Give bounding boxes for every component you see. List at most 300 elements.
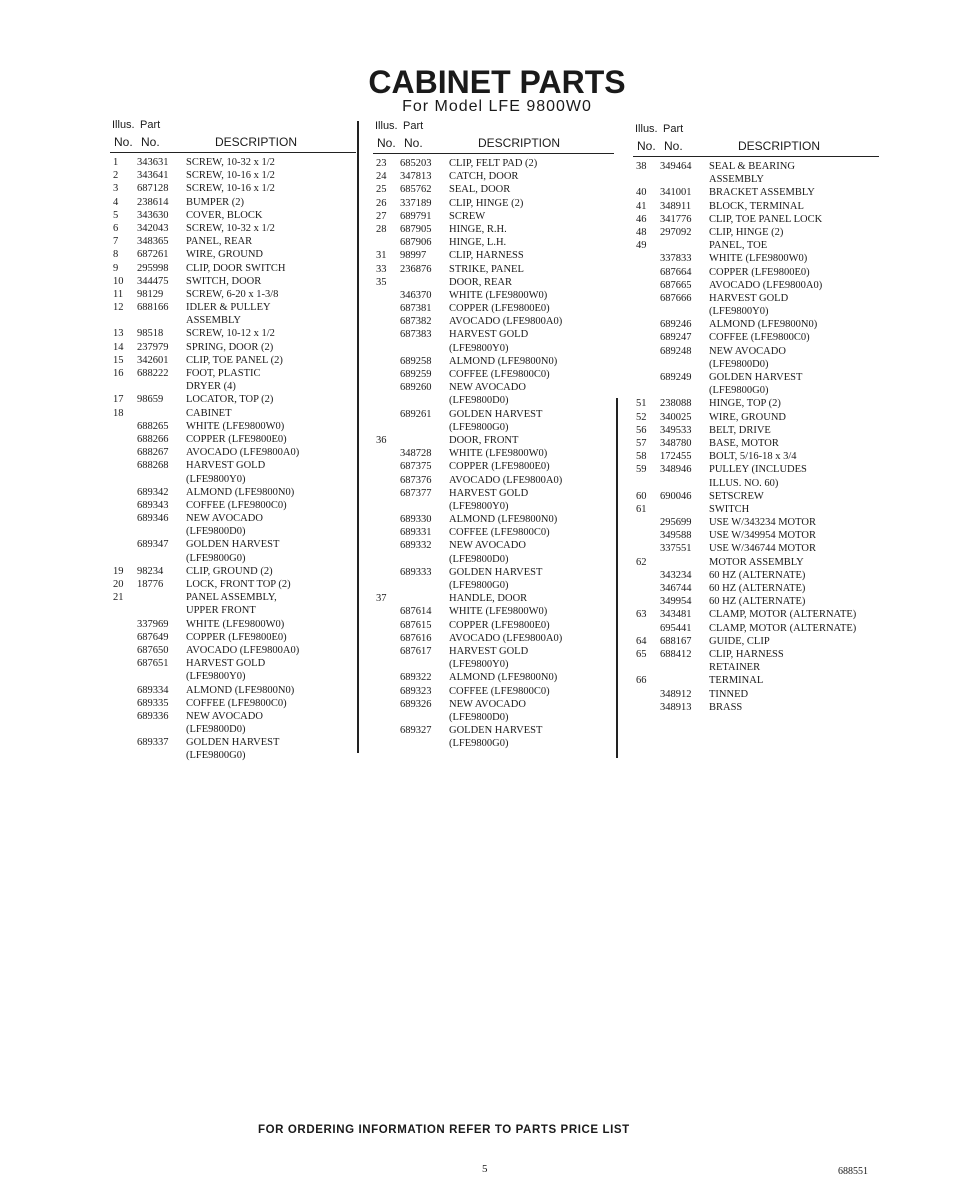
description: SEAL, DOOR (449, 184, 511, 196)
description: CLIP, TOE PANEL (2) (186, 354, 283, 366)
description: GOLDEN HARVEST (449, 725, 543, 737)
description: SWITCH (709, 503, 750, 515)
table-row (633, 542, 879, 555)
description: (LFE9800G0) (709, 385, 769, 397)
illus-number: 18 (113, 407, 124, 419)
table-row (633, 279, 879, 292)
table-row (633, 516, 879, 529)
table-row (633, 358, 879, 371)
part-number: 341001 (660, 187, 692, 199)
illus-number: 5 (113, 209, 119, 221)
description: HARVEST GOLD (449, 329, 529, 341)
table-row (110, 196, 356, 209)
description: ASSEMBLY (709, 174, 764, 186)
description: HARVEST GOLD (186, 658, 266, 670)
table-row (110, 446, 356, 459)
description: (LFE9800G0) (449, 580, 509, 591)
table-row (110, 433, 356, 446)
illus-number: 38 (636, 161, 647, 172)
part-number: 687261 (137, 249, 169, 261)
table-row (373, 355, 614, 368)
table-row (633, 608, 879, 621)
header-row-top (633, 123, 879, 139)
illus-number: 51 (636, 398, 647, 410)
part-number: 343630 (137, 209, 169, 221)
description: SEAL & BEARING (709, 161, 795, 172)
table-row (633, 411, 879, 424)
description: SPRING, DOOR (2) (186, 341, 274, 353)
description: MOTOR ASSEMBLY (709, 556, 804, 568)
part-number: 687906 (400, 237, 432, 249)
parts-column-1 (110, 119, 356, 763)
description: SWITCH, DOOR (186, 275, 262, 287)
illus-no-header: No. (377, 136, 396, 150)
table-row (110, 420, 356, 433)
table-row (373, 368, 614, 381)
table-row (110, 499, 356, 512)
table-row (110, 275, 356, 288)
description: NEW AVOCADO (709, 345, 786, 357)
table-row (633, 701, 879, 714)
illus-number: 56 (636, 424, 647, 436)
part-number: 348911 (660, 200, 692, 212)
description: BRASS (709, 701, 743, 713)
table-row (373, 276, 614, 289)
description: (LFE9800D0) (186, 526, 246, 538)
table-row (110, 262, 356, 275)
description: COFFEE (LFE9800C0) (186, 697, 287, 709)
description: COFFEE (LFE9800C0) (449, 369, 550, 380)
parts-column-3 (633, 123, 879, 714)
table-row (110, 591, 356, 604)
table-row (373, 236, 614, 249)
table-row (110, 156, 356, 169)
part-number: 689259 (400, 369, 432, 380)
part-number: 687376 (400, 474, 432, 486)
part-number: 687128 (137, 183, 169, 195)
table-row (373, 711, 614, 724)
part-number: 687905 (400, 223, 432, 235)
table-row (110, 314, 356, 327)
part-number: 687375 (400, 461, 432, 473)
description: BLOCK, TERMINAL (709, 200, 804, 212)
table-row (110, 248, 356, 261)
table-row (110, 512, 356, 525)
illus-number: 35 (376, 276, 387, 288)
illus-number: 66 (636, 675, 647, 687)
illus-number: 10 (113, 275, 124, 287)
description: (LFE9800D0) (449, 711, 509, 723)
illus-number: 7 (113, 236, 119, 248)
description: UPPER FRONT (186, 605, 256, 617)
description: (LFE9800Y0) (186, 473, 246, 485)
description: BASE, MOTOR (709, 437, 779, 449)
part-number: 98659 (137, 394, 164, 406)
table-row (373, 302, 614, 315)
parts-column-2 (373, 120, 614, 750)
part-number: 343234 (660, 569, 692, 581)
part-number: 337551 (660, 543, 692, 555)
part-header: Part (663, 123, 684, 135)
illus-number: 1 (113, 157, 119, 168)
table-row (373, 381, 614, 394)
part-number: 236876 (400, 263, 432, 275)
table-row (373, 249, 614, 262)
description: NEW AVOCADO (186, 513, 263, 525)
part-number: 689327 (400, 725, 432, 737)
description: DRYER (4) (186, 381, 236, 393)
description: CLIP, GROUND (2) (186, 565, 273, 577)
description: TERMINAL (709, 675, 764, 687)
description: HANDLE, DOOR (449, 593, 528, 605)
part-number: 98997 (400, 250, 427, 262)
table-row (633, 490, 879, 503)
header-row (373, 136, 614, 154)
illus-number: 9 (113, 262, 119, 274)
table-row (633, 437, 879, 450)
part-number: 690046 (660, 490, 692, 502)
table-row (633, 252, 879, 265)
part-number: 348912 (660, 688, 692, 700)
table-row (633, 213, 879, 226)
header-row-top (110, 119, 356, 135)
part-number: 337969 (137, 618, 169, 630)
part-number: 689249 (660, 372, 692, 383)
part-number: 348946 (660, 464, 692, 476)
table-row (110, 710, 356, 723)
table-row (373, 447, 614, 460)
description: COPPER (LFE9800E0) (186, 433, 287, 445)
description: WIRE, GROUND (186, 249, 263, 261)
description: HINGE, L.H. (449, 237, 507, 249)
table-row (373, 632, 614, 645)
part-number: 238614 (137, 196, 169, 208)
description: PANEL ASSEMBLY, (186, 592, 277, 604)
illus-number: 11 (113, 288, 124, 300)
table-row (110, 222, 356, 235)
table-row (373, 619, 614, 632)
description: DOOR, FRONT (449, 434, 519, 446)
description: COPPER (LFE9800E0) (709, 266, 810, 278)
description: (LFE9800Y0) (709, 306, 769, 318)
table-row (373, 183, 614, 196)
table-row (110, 182, 356, 195)
table-row (633, 556, 879, 569)
illus-number: 59 (636, 464, 647, 476)
table-row (373, 474, 614, 487)
part-header: Part (140, 119, 161, 131)
table-row (110, 565, 356, 578)
illus-number: 21 (113, 592, 124, 604)
description: SCREW, 6-20 x 1-3/8 (186, 288, 279, 300)
description: PANEL, TOE (709, 240, 768, 252)
illus-number: 65 (636, 648, 647, 660)
illus-number: 16 (113, 368, 124, 379)
description: ALMOND (LFE9800N0) (449, 672, 558, 684)
description: WHITE (LFE9800W0) (186, 420, 285, 432)
table-row (373, 685, 614, 698)
table-row (373, 197, 614, 210)
part-number: 238088 (660, 398, 692, 410)
illus-number: 25 (376, 184, 387, 196)
part-number: 344475 (137, 275, 169, 287)
part-number: 341776 (660, 213, 692, 225)
illus-number: 28 (376, 223, 387, 235)
description: (LFE9800G0) (449, 421, 509, 433)
description: BUMPER (2) (186, 196, 245, 208)
description: FOOT, PLASTIC (186, 368, 261, 379)
part-number: 687649 (137, 631, 169, 643)
part-number: 237979 (137, 341, 169, 353)
description: HARVEST GOLD (449, 645, 529, 657)
description: USE W/343234 MOTOR (709, 517, 816, 529)
description: (LFE9800D0) (449, 395, 509, 407)
description: 60 HZ (ALTERNATE) (709, 583, 806, 594)
illus-number: 2 (113, 170, 119, 182)
table-row (633, 622, 879, 635)
part-number: 689258 (400, 355, 432, 367)
illus-number: 52 (636, 411, 647, 423)
header-row (110, 135, 356, 153)
description: BELT, DRIVE (709, 424, 771, 436)
description-header: DESCRIPTION (738, 139, 821, 153)
description: GOLDEN HARVEST (449, 408, 543, 420)
table-row (110, 631, 356, 644)
description: ALMOND (LFE9800N0) (449, 355, 558, 367)
table-row (373, 579, 614, 592)
table-row (373, 553, 614, 566)
illus-number: 60 (636, 490, 647, 502)
description: SCREW, 10-16 x 1/2 (186, 170, 275, 182)
table-row (110, 578, 356, 591)
table-row (373, 500, 614, 513)
illus-number: 41 (636, 200, 647, 212)
illus-number: 58 (636, 451, 647, 463)
table-row (110, 697, 356, 710)
table-row (633, 477, 879, 490)
table-row (110, 723, 356, 736)
table-row (110, 235, 356, 248)
description: BOLT, 5/16-18 x 3/4 (709, 451, 797, 463)
table-row (633, 463, 879, 476)
description: ALMOND (LFE9800N0) (449, 514, 558, 526)
table-row (633, 397, 879, 410)
illus-no-header: No. (114, 135, 133, 149)
page-number: 5 (482, 1163, 488, 1175)
description: (LFE9800Y0) (449, 500, 509, 512)
part-number: 346744 (660, 583, 692, 594)
part-number: 349588 (660, 530, 692, 542)
part-no-header: No. (404, 136, 423, 150)
table-row (373, 671, 614, 684)
illus-number: 57 (636, 437, 647, 449)
part-number: 689260 (400, 382, 432, 394)
description: COFFEE (LFE9800C0) (709, 332, 810, 344)
table-row (633, 424, 879, 437)
table-row (633, 674, 879, 687)
description: CLIP, HARNESS (709, 648, 784, 660)
table-row (633, 160, 879, 173)
illus-number: 64 (636, 635, 647, 647)
part-number: 689323 (400, 685, 432, 697)
description: (LFE9800G0) (186, 750, 246, 762)
description: HARVEST GOLD (186, 460, 266, 472)
table-row (633, 648, 879, 661)
column-divider (616, 398, 618, 758)
part-number: 98234 (137, 565, 164, 577)
table-row (373, 223, 614, 236)
table-row (110, 604, 356, 617)
description: (LFE9800G0) (186, 552, 246, 564)
description: COFFEE (LFE9800C0) (449, 685, 550, 697)
table-row (373, 592, 614, 605)
table-row (373, 263, 614, 276)
part-number: 689335 (137, 697, 169, 709)
description: CLIP, HINGE (2) (449, 197, 524, 209)
part-number: 98518 (137, 328, 164, 340)
part-number: 687616 (400, 632, 432, 644)
part-number: 689246 (660, 319, 692, 331)
description: CLIP, FELT PAD (2) (449, 158, 538, 169)
part-number: 685762 (400, 184, 432, 196)
description: HINGE, R.H. (449, 223, 507, 235)
description: SETSCREW (709, 490, 764, 502)
part-number: 688268 (137, 460, 169, 472)
part-number: 689332 (400, 540, 432, 552)
table-row (110, 657, 356, 670)
illus-number: 49 (636, 240, 647, 252)
description: WHITE (LFE9800W0) (449, 289, 548, 301)
table-row (110, 393, 356, 406)
part-number: 689331 (400, 527, 432, 539)
description: WHITE (LFE9800W0) (186, 618, 285, 630)
table-row (373, 698, 614, 711)
illus-header: Illus. (375, 120, 398, 132)
part-number: 688222 (137, 368, 169, 379)
description-header: DESCRIPTION (215, 135, 298, 149)
part-number: 348780 (660, 437, 692, 449)
table-row (373, 737, 614, 750)
table-row (373, 724, 614, 737)
parts-list (110, 156, 356, 763)
table-row (373, 328, 614, 341)
part-number: 687650 (137, 644, 169, 656)
parts-list (633, 160, 879, 714)
part-number: 172455 (660, 451, 692, 463)
description: ALMOND (LFE9800N0) (186, 684, 295, 696)
illus-number: 61 (636, 503, 647, 515)
table-row (373, 157, 614, 170)
table-row (373, 566, 614, 579)
table-row (633, 318, 879, 331)
table-row (373, 170, 614, 183)
table-row (110, 407, 356, 420)
description: PANEL, REAR (186, 236, 253, 248)
table-row (373, 645, 614, 658)
table-row (633, 450, 879, 463)
table-row (633, 688, 879, 701)
part-number: 689247 (660, 332, 692, 344)
part-header: Part (403, 120, 424, 132)
description: CLAMP, MOTOR (ALTERNATE) (709, 609, 857, 621)
part-number: 688167 (660, 635, 692, 647)
table-row (373, 658, 614, 671)
illus-number: 48 (636, 226, 647, 238)
description: ILLUS. NO. 60) (709, 477, 779, 489)
part-number: 348365 (137, 236, 169, 248)
description-header: DESCRIPTION (478, 136, 561, 150)
part-number: 689343 (137, 499, 169, 511)
description: NEW AVOCADO (449, 540, 526, 552)
header-row-top (373, 120, 614, 136)
page-subtitle: For Model LFE 9800W0 (402, 98, 592, 115)
description: HARVEST GOLD (709, 292, 789, 304)
table-row (373, 342, 614, 355)
part-number: 689248 (660, 345, 692, 357)
part-number: 689347 (137, 539, 169, 551)
part-number: 342601 (137, 354, 169, 366)
table-row (373, 539, 614, 552)
table-row (633, 173, 879, 186)
table-row (110, 525, 356, 538)
part-number: 689333 (400, 566, 432, 578)
table-row (633, 595, 879, 608)
table-row (373, 408, 614, 421)
description: GUIDE, CLIP (709, 635, 770, 647)
table-row (373, 421, 614, 434)
table-row (633, 292, 879, 305)
page-title: CABINET PARTS (368, 64, 626, 100)
illus-header: Illus. (112, 119, 135, 131)
description: WHITE (LFE9800W0) (709, 253, 808, 265)
description: (LFE9800D0) (709, 358, 769, 370)
part-number: 348728 (400, 448, 432, 460)
description: HARVEST GOLD (449, 487, 529, 499)
table-row (373, 487, 614, 500)
description: NEW AVOCADO (186, 710, 263, 722)
part-number: 688166 (137, 302, 169, 314)
table-row (633, 529, 879, 542)
description: NEW AVOCADO (449, 698, 526, 710)
table-row (110, 380, 356, 393)
description: BRACKET ASSEMBLY (709, 187, 815, 199)
description: IDLER & PULLEY (186, 302, 271, 314)
illus-number: 37 (376, 593, 387, 605)
illus-no-header: No. (637, 139, 656, 153)
description: COFFEE (LFE9800C0) (186, 499, 287, 511)
part-number: 687666 (660, 292, 692, 304)
table-row (110, 552, 356, 565)
table-row (633, 569, 879, 582)
description: CABINET (186, 407, 232, 419)
description: 60 HZ (ALTERNATE) (709, 596, 806, 608)
table-row (633, 305, 879, 318)
description: (LFE9800Y0) (449, 342, 509, 354)
description: COPPER (LFE9800E0) (449, 303, 550, 315)
description: COPPER (LFE9800E0) (449, 461, 550, 473)
table-row (373, 315, 614, 328)
table-row (633, 384, 879, 397)
ordering-note: FOR ORDERING INFORMATION REFER TO PARTS PRICE LIST (258, 1124, 630, 1136)
description: SCREW, 10-32 x 1/2 (186, 222, 275, 234)
part-number: 342043 (137, 222, 169, 234)
part-number: 349533 (660, 424, 692, 436)
table-row (110, 327, 356, 340)
table-row (110, 169, 356, 182)
description: (LFE9800Y0) (186, 671, 246, 683)
description: SCREW, 10-32 x 1/2 (186, 157, 275, 168)
part-number: 687664 (660, 266, 692, 278)
